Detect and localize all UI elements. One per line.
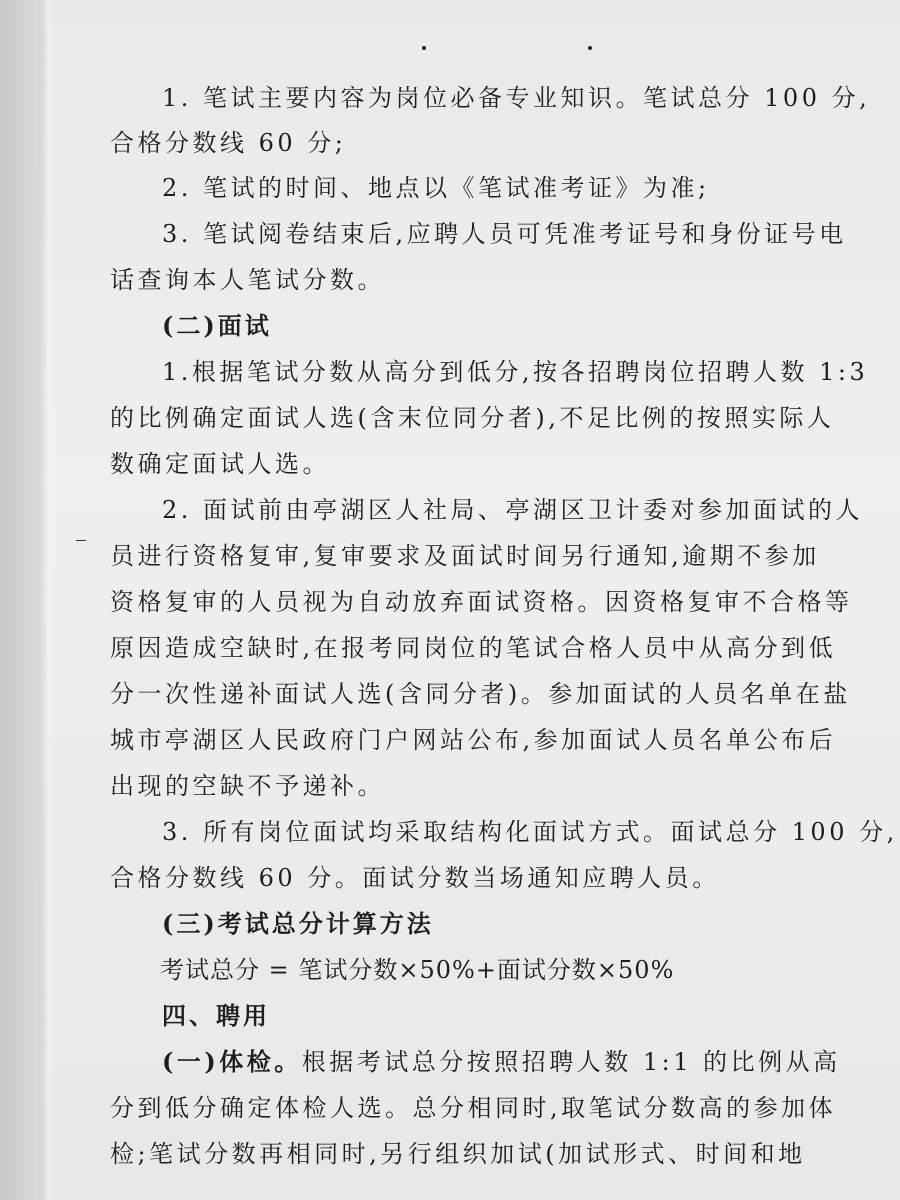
- paragraph-line: 话查询本人笔试分数。: [110, 266, 385, 294]
- paragraph-text: 根据考试总分按照招聘人数 1:1 的比例从高: [301, 1048, 841, 1076]
- paragraph-line: 检;笔试分数再相同时,另行组织加试(加试形式、时间和地: [110, 1140, 806, 1168]
- score-formula: 考试总分 = 笔试分数×50%+面试分数×50%: [160, 956, 675, 984]
- paragraph-line: 合格分数线 60 分。面试分数当场通知应聘人员。: [110, 864, 720, 892]
- paragraph-line: 数确定面试人选。: [110, 450, 330, 478]
- paragraph-line: 出现的空缺不予递补。: [110, 772, 385, 800]
- paragraph-line: 资格复审的人员视为自动放弃面试资格。因资格复审不合格等: [110, 588, 853, 616]
- paragraph-line: 城市亭湖区人民政府门户网站公布,参加面试人员名单公布后: [110, 726, 837, 754]
- paragraph-line: 2. 面试前由亭湖区人社局、亭湖区卫计委对参加面试的人: [162, 496, 864, 524]
- section-heading-score-method: (三)考试总分计算方法: [162, 909, 434, 938]
- section-heading-employment: 四、聘用: [162, 1001, 270, 1030]
- paragraph-line: 1. 笔试主要内容为岗位必备专业知识。笔试总分 100 分,: [162, 84, 871, 112]
- subsection-label-physical-exam: (一)体检。: [162, 1047, 302, 1076]
- paragraph-line: 员进行资格复审,复审要求及面试时间另行通知,逾期不参加: [110, 542, 820, 570]
- paragraph-line: 合格分数线 60 分;: [110, 129, 347, 157]
- paragraph-line: [162, 1047, 841, 1077]
- section-heading-interview: (二)面试: [162, 311, 272, 340]
- paragraph-line: 2. 笔试的时间、地点以《笔试准考证》为准;: [162, 174, 710, 202]
- paragraph-line: 的比例确定面试人选(含末位同分者),不足比例的按照实际人: [110, 404, 835, 432]
- paragraph-line: 分一次性递补面试人选(含同分者)。参加面试的人员名单在盐: [110, 680, 851, 708]
- paragraph-line: 3. 所有岗位面试均采取结构化面试方式。面试总分 100 分,: [162, 818, 898, 846]
- paragraph-line: 原因造成空缺时,在报考同岗位的笔试合格人员中从高分到低: [110, 634, 837, 662]
- paragraph-line: 1.根据笔试分数从高分到低分,按各招聘岗位招聘人数 1:3: [162, 358, 869, 386]
- paragraph-line: 3. 笔试阅卷结束后,应聘人员可凭准考证号和身份证号电: [162, 220, 847, 248]
- paragraph-line: 分到低分确定体检人选。总分相同时,取笔试分数高的参加体: [110, 1094, 837, 1122]
